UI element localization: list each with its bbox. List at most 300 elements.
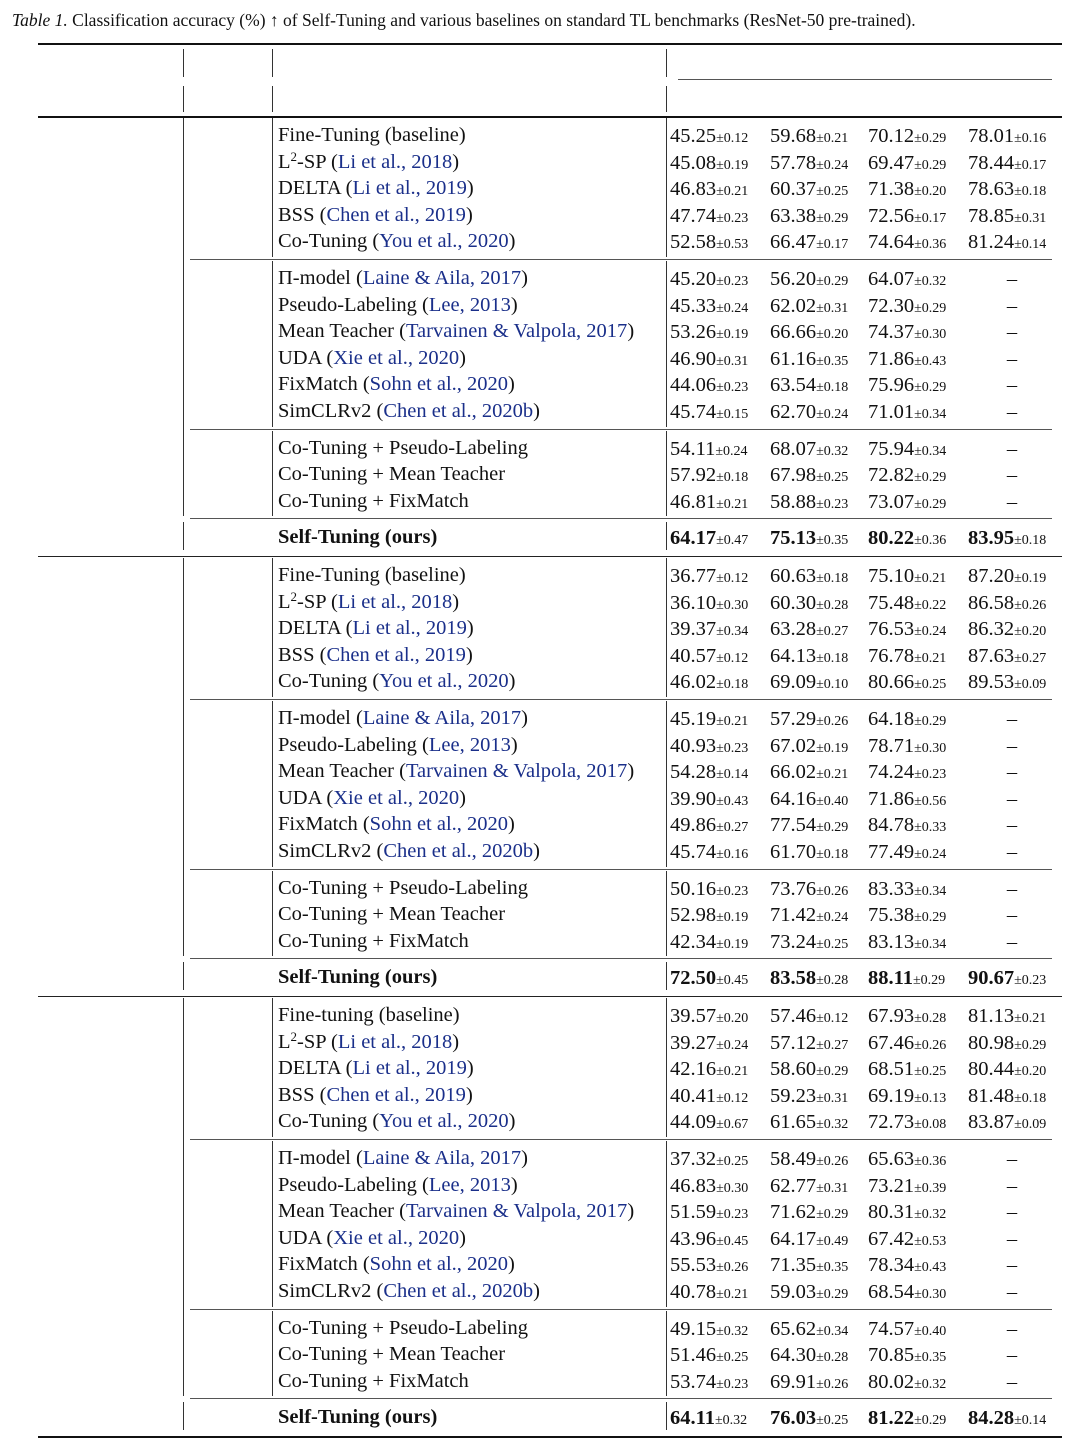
empty-cell-dash: –	[1006, 1281, 1018, 1303]
empty-cell-dash: –	[1006, 841, 1018, 863]
citation-link[interactable]: Li et al., 2019	[352, 617, 467, 640]
accuracy-value: 62.70	[770, 401, 817, 423]
method-name	[278, 524, 437, 550]
accuracy-value: 71.86	[868, 347, 915, 370]
accuracy-cell	[770, 1109, 848, 1138]
citation-link[interactable]: Chen et al., 2020b	[383, 400, 534, 422]
accuracy-value: 36.10	[670, 591, 717, 614]
std-dev: ±0.26	[716, 1260, 749, 1276]
std-dev: ±0.33	[914, 820, 947, 836]
citation-link[interactable]: Li et al., 2018	[337, 150, 453, 173]
column-separator	[666, 118, 667, 257]
method-label: Mean Teacher	[278, 1200, 394, 1223]
column-separator	[666, 522, 667, 550]
accuracy-value: 62.02	[770, 294, 817, 317]
accuracy-value: 83.87	[968, 1111, 1015, 1134]
std-dev: ±0.14	[1014, 237, 1047, 253]
accuracy-value: 46.02	[670, 671, 717, 694]
accuracy-cell	[968, 590, 1046, 619]
std-dev: ±0.08	[914, 1117, 947, 1133]
method-label: UDA	[278, 346, 322, 369]
method-label: DELTA	[278, 1057, 341, 1080]
accuracy-cell	[670, 1146, 748, 1175]
accuracy-value: 70.12	[868, 125, 915, 147]
accuracy-cell	[670, 1342, 748, 1371]
std-dev: ±0.23	[716, 210, 749, 226]
accuracy-cell	[968, 643, 1046, 672]
accuracy-cell	[670, 372, 748, 401]
empty-cell-dash: –	[1006, 490, 1018, 513]
accuracy-cell	[868, 123, 946, 152]
std-dev: ±0.29	[914, 714, 947, 729]
accuracy-value: 67.02	[770, 734, 817, 757]
std-dev: ±0.29	[914, 496, 947, 512]
accuracy-value: 46.83	[670, 1174, 717, 1197]
column-separator	[183, 558, 184, 956]
std-dev: ±0.18	[1014, 1090, 1047, 1106]
std-dev: ±0.18	[1014, 184, 1047, 200]
accuracy-cell	[968, 229, 1046, 258]
std-dev: ±0.25	[716, 1154, 749, 1169]
accuracy-cell	[770, 965, 848, 994]
std-dev: ±0.18	[716, 677, 749, 693]
std-dev: ±0.21	[816, 131, 849, 146]
accuracy-cell	[770, 266, 848, 295]
std-dev: ±0.30	[914, 327, 947, 343]
method-name: $L^2-SP$ (Li et al., 2018)	[278, 1028, 460, 1053]
empty-cell-dash: –	[1006, 437, 1018, 460]
accuracy-cell	[968, 203, 1046, 232]
std-dev: ±0.15	[716, 407, 749, 422]
std-dev: ±0.19	[716, 327, 749, 343]
accuracy-cell	[868, 293, 946, 322]
accuracy-cell	[770, 616, 848, 645]
empty-cell-dash: –	[1006, 1344, 1018, 1367]
accuracy-cell	[770, 1030, 848, 1059]
std-dev: ±0.39	[914, 1180, 947, 1196]
accuracy-value: 77.54	[770, 814, 817, 837]
std-dev: ±0.27	[1014, 650, 1047, 666]
citation-link[interactable]: Lee, 2013	[428, 733, 511, 756]
accuracy-cell	[968, 965, 1046, 994]
accuracy-cell	[868, 150, 946, 179]
method-label: L	[278, 150, 291, 173]
method-name: UDA (Xie et al., 2020)	[278, 1226, 466, 1249]
accuracy-value: 72.50	[670, 967, 717, 990]
method-label: L	[278, 590, 291, 613]
accuracy-cell	[868, 812, 946, 841]
std-dev: ±0.20	[1014, 624, 1047, 640]
horizontal-rule	[190, 1309, 1052, 1310]
citation-link[interactable]: Laine & Aila, 2017	[362, 1147, 522, 1169]
accuracy-value: 66.02	[770, 761, 817, 784]
method-label: Fine-Tuning (baseline)	[278, 124, 466, 146]
accuracy-value: 61.16	[770, 347, 817, 370]
method-label: Pseudo-Labeling	[278, 293, 417, 316]
std-dev: ±0.29	[914, 470, 947, 486]
accuracy-value: 88.11	[868, 967, 913, 990]
accuracy-value: 81.13	[968, 1005, 1015, 1027]
std-dev: ±0.23	[716, 380, 749, 396]
accuracy-value: 43.96	[670, 1227, 717, 1250]
accuracy-cell	[868, 1226, 946, 1255]
citation-link[interactable]: Laine & Aila, 2017	[362, 267, 522, 289]
accuracy-value: 69.09	[770, 671, 817, 694]
method-label: Self-Tuning (ours)	[278, 966, 438, 989]
citation-link[interactable]: Xie et al., 2020	[333, 1226, 460, 1249]
std-dev: ±0.34	[716, 624, 749, 640]
accuracy-value: 84.78	[868, 814, 915, 837]
citation-link[interactable]: Xie et al., 2020	[333, 346, 460, 369]
accuracy-cell	[770, 1405, 848, 1434]
std-dev: ±0.25	[716, 1350, 749, 1366]
empty-cell-dash: –	[1006, 1370, 1018, 1393]
citation-link[interactable]: Li et al., 2019	[352, 177, 467, 200]
accuracy-cell	[670, 399, 748, 428]
accuracy-cell	[770, 176, 848, 205]
accuracy-value: 49.86	[670, 814, 717, 837]
std-dev: ±0.20	[716, 1011, 749, 1026]
accuracy-value: 64.17	[670, 527, 717, 550]
column-separator	[666, 1402, 667, 1430]
method-name: UDA (Xie et al., 2020)	[278, 346, 466, 369]
accuracy-cell	[670, 346, 748, 375]
accuracy-value: 74.37	[868, 321, 915, 344]
accuracy-value: 68.07	[770, 437, 817, 460]
citation-link[interactable]: Chen et al., 2019	[326, 203, 466, 226]
citation-link[interactable]: Li et al., 2019	[352, 1057, 467, 1080]
std-dev: ±0.28	[816, 1350, 849, 1366]
accuracy-value: 87.20	[968, 565, 1015, 587]
accuracy-cell	[770, 759, 848, 788]
std-dev: ±0.14	[716, 767, 749, 783]
std-dev: ±0.56	[914, 793, 947, 809]
accuracy-cell	[670, 786, 748, 815]
empty-cell-dash: –	[1006, 761, 1018, 784]
accuracy-value: 86.58	[968, 591, 1015, 614]
method-name: BSS (Chen et al., 2019)	[278, 643, 473, 666]
accuracy-cell	[770, 319, 848, 348]
horizontal-rule	[190, 429, 1052, 430]
citation-link[interactable]: Li et al., 2018	[337, 590, 453, 613]
accuracy-cell	[670, 229, 748, 258]
accuracy-cell	[868, 1146, 946, 1175]
std-dev: ±0.19	[816, 740, 849, 756]
accuracy-cell	[868, 616, 946, 645]
method-name: SimCLRv2 (Chen et al., 2020b)	[278, 840, 540, 862]
accuracy-cell	[770, 123, 848, 152]
std-dev: ±0.47	[716, 533, 749, 549]
method-name	[278, 875, 528, 901]
accuracy-cell	[670, 1109, 748, 1138]
accuracy-cell	[770, 1279, 848, 1308]
std-dev: ±0.18	[816, 571, 849, 586]
column-separator	[666, 49, 667, 77]
column-separator	[183, 998, 184, 1396]
method-name: Pseudo-Labeling (Lee, 2013)	[278, 1173, 518, 1196]
accuracy-value: 51.46	[670, 1344, 717, 1367]
accuracy-value: 53.74	[670, 1370, 717, 1393]
accuracy-value: 78.71	[868, 734, 915, 757]
accuracy-value: 74.57	[868, 1317, 915, 1340]
citation-link[interactable]: Tarvainen & Valpola, 2017	[405, 760, 628, 783]
method-label: Co-Tuning	[278, 1110, 368, 1133]
empty-cell-dash: –	[1006, 904, 1018, 927]
citation-link[interactable]: Sohn et al., 2020	[369, 813, 509, 836]
accuracy-cell	[770, 706, 848, 735]
std-dev: ±0.31	[716, 353, 749, 369]
accuracy-cell	[670, 965, 748, 994]
accuracy-value: 63.54	[770, 374, 817, 397]
accuracy-cell	[968, 176, 1046, 205]
citation-link[interactable]: Tarvainen & Valpola, 2017	[405, 1200, 628, 1223]
accuracy-cell	[670, 176, 748, 205]
method-label-suffix: -SP	[297, 1030, 326, 1053]
accuracy-value: 69.47	[868, 151, 915, 174]
accuracy-cell	[968, 616, 1046, 645]
std-dev: ±0.53	[716, 237, 749, 253]
accuracy-cell	[670, 462, 748, 491]
std-dev: ±0.24	[914, 624, 947, 640]
empty-cell-dash: –	[1006, 268, 1018, 290]
accuracy-cell	[868, 669, 946, 698]
std-dev: ±0.34	[914, 443, 947, 459]
accuracy-value: 83.95	[968, 527, 1015, 550]
accuracy-cell	[770, 1342, 848, 1371]
accuracy-cell	[670, 489, 748, 518]
column-separator	[272, 431, 273, 517]
std-dev: ±0.25	[816, 470, 849, 486]
accuracy-cell	[770, 839, 848, 868]
std-dev: ±0.45	[716, 1233, 749, 1249]
column-separator	[272, 261, 273, 427]
accuracy-cell	[968, 150, 1046, 179]
citation-link[interactable]: Lee, 2013	[428, 293, 511, 316]
std-dev: ±0.27	[816, 624, 849, 640]
method-name	[278, 435, 528, 461]
std-dev: ±0.29	[914, 1413, 947, 1429]
method-name: DELTA (Li et al., 2019)	[278, 177, 474, 200]
accuracy-cell	[868, 372, 946, 401]
accuracy-value: 44.06	[670, 374, 717, 397]
citation-link[interactable]: You et al., 2020	[379, 670, 509, 693]
method-label: Self-Tuning (ours)	[278, 1406, 438, 1429]
std-dev: ±0.29	[816, 1287, 849, 1302]
accuracy-cell	[868, 1056, 946, 1085]
method-name: FixMatch (Sohn et al., 2020)	[278, 813, 515, 836]
std-dev: ±0.28	[816, 973, 849, 989]
std-dev: ±0.24	[816, 910, 849, 926]
std-dev: ±0.23	[716, 1376, 749, 1392]
accuracy-cell	[968, 1083, 1046, 1112]
empty-cell-dash: –	[1006, 401, 1018, 423]
accuracy-cell	[868, 266, 946, 295]
accuracy-cell	[770, 1173, 848, 1202]
accuracy-cell	[770, 525, 848, 554]
accuracy-value: 66.47	[770, 231, 817, 254]
method-label: FixMatch	[278, 813, 358, 836]
accuracy-value: 39.57	[670, 1005, 717, 1027]
std-dev: ±0.21	[816, 767, 849, 783]
column-separator	[666, 261, 667, 427]
citation-link[interactable]: Lee, 2013	[428, 1173, 511, 1196]
method-name: $L^2-SP$ (Li et al., 2018)	[278, 148, 460, 173]
accuracy-cell	[868, 229, 946, 258]
std-dev: ±0.25	[816, 1413, 849, 1429]
method-label: Fine-tuning (baseline)	[278, 1004, 460, 1026]
method-label: Pseudo-Labeling	[278, 1173, 417, 1196]
accuracy-value: 63.38	[770, 204, 817, 227]
accuracy-cell	[770, 1083, 848, 1112]
empty-cell-dash: –	[1006, 1174, 1018, 1197]
std-dev: ±0.40	[816, 793, 849, 809]
accuracy-cell	[670, 616, 748, 645]
accuracy-cell	[868, 733, 946, 762]
std-dev: ±0.31	[816, 1090, 849, 1106]
std-dev: ±0.17	[1014, 157, 1047, 173]
accuracy-value: 81.24	[968, 231, 1015, 254]
column-separator	[666, 558, 667, 697]
accuracy-cell	[670, 319, 748, 348]
std-dev: ±0.29	[816, 274, 849, 289]
accuracy-value: 72.30	[868, 294, 915, 317]
accuracy-value: 75.96	[868, 374, 915, 397]
empty-cell-dash: –	[1006, 464, 1018, 487]
column-separator	[666, 431, 667, 517]
method-name	[278, 1341, 505, 1367]
accuracy-value: 83.13	[868, 930, 915, 953]
accuracy-value: 60.63	[770, 565, 817, 587]
column-separator	[183, 522, 184, 550]
column-separator	[272, 871, 273, 957]
std-dev: ±0.32	[715, 1413, 748, 1429]
std-dev: ±0.18	[816, 847, 849, 862]
accuracy-cell	[770, 229, 848, 258]
citation-link[interactable]: Chen et al., 2019	[326, 1083, 466, 1106]
accuracy-value: 69.91	[770, 1370, 817, 1393]
std-dev: ±0.29	[914, 910, 947, 926]
std-dev: ±0.13	[914, 1090, 947, 1106]
citation-link[interactable]: Chen et al., 2020b	[383, 1280, 534, 1302]
accuracy-value: 52.58	[670, 231, 717, 254]
std-dev: ±0.30	[914, 740, 947, 756]
citation-link[interactable]: You et al., 2020	[379, 1110, 509, 1133]
std-dev: ±0.67	[716, 1117, 749, 1133]
method-name	[278, 122, 466, 148]
method-name	[278, 488, 469, 514]
accuracy-value: 78.01	[968, 125, 1015, 147]
citation-link[interactable]: Tarvainen & Valpola, 2017	[405, 320, 628, 343]
std-dev: ±0.27	[716, 820, 749, 836]
column-separator	[666, 962, 667, 990]
std-dev: ±0.25	[914, 1064, 947, 1080]
accuracy-value: 51.59	[670, 1201, 717, 1224]
citation-link[interactable]: Chen et al., 2020b	[383, 840, 534, 862]
accuracy-cell	[670, 1405, 747, 1434]
std-dev: ±0.32	[816, 1117, 849, 1133]
accuracy-cell	[868, 1405, 946, 1434]
column-separator	[666, 86, 667, 112]
accuracy-value: 78.85	[968, 204, 1015, 227]
empty-cell-dash: –	[1006, 294, 1018, 317]
std-dev: ±0.34	[914, 407, 947, 422]
accuracy-value: 70.85	[868, 1344, 915, 1367]
accuracy-value: 84.28	[968, 1407, 1015, 1430]
method-name: Pseudo-Labeling (Lee, 2013)	[278, 733, 518, 756]
citation-link[interactable]: Xie et al., 2020	[333, 786, 460, 809]
method-name	[278, 1404, 437, 1430]
accuracy-value: 75.94	[868, 437, 915, 460]
accuracy-cell	[868, 876, 946, 905]
column-separator	[666, 871, 667, 957]
std-dev: ±0.21	[716, 1064, 749, 1080]
method-name	[278, 562, 466, 588]
method-name: Mean Teacher (Tarvainen & Valpola, 2017)	[278, 1200, 635, 1223]
accuracy-value: 67.98	[770, 464, 817, 487]
accuracy-value: 53.26	[670, 321, 717, 344]
method-name: SimCLRv2 (Chen et al., 2020b)	[278, 400, 540, 422]
accuracy-value: 83.58	[770, 967, 817, 990]
accuracy-cell	[868, 786, 946, 815]
accuracy-value: 40.78	[670, 1281, 717, 1303]
accuracy-cell	[670, 203, 748, 232]
method-name: Mean Teacher (Tarvainen & Valpola, 2017)	[278, 760, 635, 783]
std-dev: ±0.24	[914, 847, 947, 862]
std-dev: ±0.34	[914, 883, 947, 899]
accuracy-cell	[670, 1316, 748, 1345]
method-name	[278, 1368, 469, 1394]
std-dev: ±0.23	[816, 496, 849, 512]
accuracy-cell	[770, 293, 848, 322]
accuracy-value: 73.24	[770, 930, 817, 953]
accuracy-cell	[770, 876, 848, 905]
std-dev: ±0.45	[716, 973, 749, 989]
accuracy-cell	[868, 319, 946, 348]
method-label: Self-Tuning (ours)	[278, 526, 438, 549]
citation-link[interactable]: Laine & Aila, 2017	[362, 707, 522, 729]
method-label: UDA	[278, 1226, 322, 1249]
accuracy-value: 40.41	[670, 1084, 717, 1107]
table-caption	[12, 10, 1072, 31]
accuracy-cell	[770, 1316, 848, 1345]
citation-link[interactable]: Sohn et al., 2020	[369, 1253, 509, 1276]
method-name: Co-Tuning (You et al., 2020)	[278, 670, 516, 693]
column-separator	[272, 86, 273, 112]
accuracy-cell	[868, 1030, 946, 1059]
accuracy-cell	[770, 1146, 848, 1175]
citation-link[interactable]: You et al., 2020	[379, 230, 509, 253]
accuracy-value: 81.22	[868, 1407, 915, 1430]
accuracy-cell	[868, 1369, 946, 1398]
accuracy-value: 80.31	[868, 1201, 915, 1224]
accuracy-cell	[968, 1056, 1046, 1085]
citation-link[interactable]: Chen et al., 2019	[326, 643, 466, 666]
std-dev: ±0.29	[816, 1207, 849, 1223]
std-dev: ±0.32	[816, 443, 849, 459]
method-name	[278, 1002, 460, 1028]
method-label: UDA	[278, 786, 322, 809]
method-label: BSS	[278, 203, 315, 226]
accuracy-value: 59.68	[770, 125, 817, 147]
std-dev: ±0.25	[816, 184, 849, 200]
citation-link[interactable]: Li et al., 2018	[337, 1030, 453, 1053]
citation-link[interactable]: Sohn et al., 2020	[369, 373, 509, 396]
accuracy-value: 71.62	[770, 1201, 817, 1224]
accuracy-value: 75.10	[868, 565, 915, 587]
std-dev: ±0.26	[816, 883, 849, 899]
accuracy-cell	[770, 346, 848, 375]
accuracy-value: 83.33	[868, 877, 915, 900]
